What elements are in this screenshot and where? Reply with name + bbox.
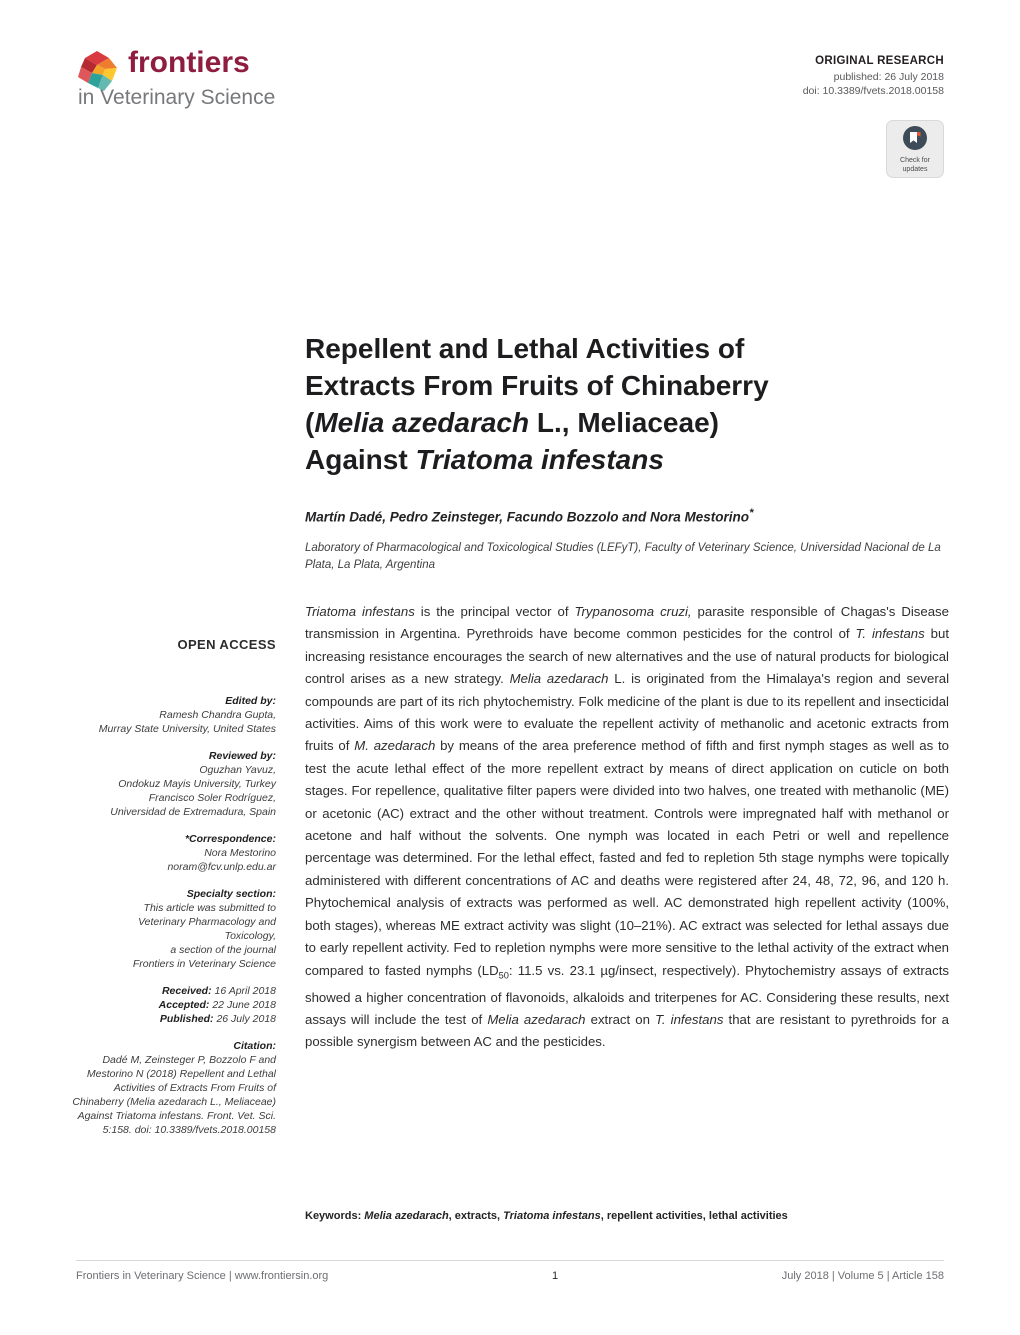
accepted-label: Accepted: bbox=[158, 999, 210, 1011]
edited-by-section bbox=[70, 694, 276, 736]
accepted-value: 22 June 2018 bbox=[212, 999, 276, 1011]
received-label: Received: bbox=[161, 985, 212, 997]
article-title: Repellent and Lethal Activities of Extracts From Fruits of Chinaberry (Melia azedarach L., Meliaceae) Against Triatoma infestans bbox=[305, 333, 769, 475]
header-meta bbox=[803, 55, 944, 98]
article-type-label: ORIGINAL RESEARCH bbox=[815, 55, 944, 67]
published-line: published: 26 July 2018 bbox=[833, 71, 944, 83]
authors-line: Martín Dadé, Pedro Zeinsteger, Facundo Bozzolo and Nora Mestorino* bbox=[305, 507, 754, 525]
crossmark-icon bbox=[902, 125, 928, 156]
brand-name: frontiers bbox=[128, 46, 250, 79]
footer-issue-info: July 2018 | Volume 5 | Article 158 bbox=[781, 1270, 944, 1282]
citation-section bbox=[70, 1039, 276, 1137]
crossmark-label-line2: updates bbox=[902, 165, 928, 173]
history-dates-section bbox=[70, 984, 276, 1026]
reviewer-name: Oguzhan Yavuz, bbox=[199, 764, 276, 776]
specialty-label: Specialty section: bbox=[186, 888, 276, 900]
specialty-line: Veterinary Pharmacology and bbox=[138, 916, 276, 928]
correspondence-name: Nora Mestorino bbox=[204, 847, 276, 859]
correspondence-label: *Correspondence: bbox=[184, 833, 276, 845]
specialty-line: This article was submitted to bbox=[143, 902, 276, 914]
frontiers-logo bbox=[76, 48, 406, 112]
published-line bbox=[70, 1012, 276, 1026]
open-access-label: OPEN ACCESS bbox=[177, 637, 276, 652]
accepted-line bbox=[70, 998, 276, 1012]
citation-text: Dadé M, Zeinsteger P, Bozzolo F and Mestorino N (2018) Repellent and Lethal Activities of Extracts From Fruits of Chinaberry (Melia azedarach L., Meliaceae) Against Triatoma infestans. Front. Vet. Sci. 5:158. doi: 10.3389/fvets.2018.00158 bbox=[72, 1054, 276, 1136]
article-info-sidebar bbox=[70, 638, 276, 1150]
footer-journal-url: Frontiers in Veterinary Science | www.frontiersin.org bbox=[76, 1270, 329, 1282]
published-label: Published: bbox=[159, 1013, 214, 1025]
edited-by-affiliation: Murray State University, United States bbox=[98, 723, 276, 735]
abstract-text: Triatoma infestans is the principal vector of Trypanosoma cruzi, parasite responsible of Chagas's Disease transmission in Argentina. Pyrethroids have become common pesticides for the control of T. infestans but increasing resistance encourages the search of new alternatives and the use of natural products for biological control arises as a new strategy. Melia azedarach L. is originated from the Himalaya's region and several compounds are part of its rich phytochemistry. Folk medicine of the plant is due to its repellent and insecticidal activities. Aims of this work were to evaluate the repellent activity of methanolic and acetonic extracts from fruits of M. azedarach by means of the area preference method of fifth and first nymph stages as well as to test the acute lethal effect of the more repellent extract by means of direct application on cuticle on both stages. For repellence, qualitative filter papers were divided into two halves, one treated with methanolic (ME) or acetonic (AC) extract and the other without treatment. Controls were impregnated half with methanol or acetone and half without the solvents. One nymph was located in each Petri or well and repellence percentage was determined. For the lethal effect, fasted and fed to repletion 5th stage nymphs were topically administered with different concentrations of AC and deaths were registered after 24, 48, 72, 96, and 120 h. Phytochemical analysis of extracts was performed as well. AC demonstrated high repellent activity (100%, both stages), whereas ME extract activity was slight (10–21%). AC extract was selected for lethal assays due to early repellent activity. Fed to repletion nymphs were more sensitive to the lethal activity of the extract when compared to fasted nymphs ($LD_{50}$: 11.5 vs. 23.1 µg/insect, respectively). Phytochemistry assays of extracts showed a higher concentration of flavonoids, alkaloids and triterpenes for AC. Considering these results, next assays will include the test of Melia azedarach extract on T. infestans that are resistant to pyrethroids for a possible synergism between AC and the pesticides. bbox=[305, 604, 950, 1050]
reviewer-affiliation: Ondokuz Mayis University, Turkey bbox=[118, 778, 276, 790]
specialty-line: Frontiers in Veterinary Science bbox=[132, 958, 276, 970]
specialty-section bbox=[70, 887, 276, 971]
keywords-line: Keywords: Melia azedarach, extracts, Triatoma infestans, repellent activities, lethal activities bbox=[305, 1210, 788, 1222]
reviewer-affiliation: Universidad de Extremadura, Spain bbox=[110, 806, 276, 818]
crossmark-label-line1: Check for bbox=[900, 156, 930, 164]
citation-label: Citation: bbox=[233, 1040, 276, 1052]
check-for-updates-badge[interactable] bbox=[886, 120, 944, 178]
edited-by-name: Ramesh Chandra Gupta, bbox=[159, 709, 276, 721]
received-value: 16 April 2018 bbox=[214, 985, 276, 997]
page-number: 1 bbox=[551, 1270, 559, 1282]
specialty-line: Toxicology, bbox=[224, 930, 276, 942]
reviewed-by-section bbox=[70, 749, 276, 819]
journal-name: in Veterinary Science bbox=[78, 86, 276, 109]
received-line bbox=[70, 984, 276, 998]
page-footer bbox=[76, 1260, 944, 1282]
specialty-line: a section of the journal bbox=[170, 944, 276, 956]
reviewed-by-label: Reviewed by: bbox=[208, 750, 276, 762]
correspondence-section bbox=[70, 832, 276, 874]
reviewer-name: Francisco Soler Rodríguez, bbox=[148, 792, 276, 804]
edited-by-label: Edited by: bbox=[225, 695, 276, 707]
header-doi-link[interactable]: doi: 10.3389/fvets.2018.00158 bbox=[802, 85, 944, 97]
correspondence-email[interactable]: noram@fcv.unlp.edu.ar bbox=[167, 861, 276, 873]
published-value: 26 July 2018 bbox=[216, 1013, 276, 1025]
affiliation-line: Laboratory of Pharmacological and Toxicological Studies (LEFyT), Faculty of Veterinary Science, Universidad Nacional de La Plata, La Plata, Argentina bbox=[305, 542, 941, 571]
